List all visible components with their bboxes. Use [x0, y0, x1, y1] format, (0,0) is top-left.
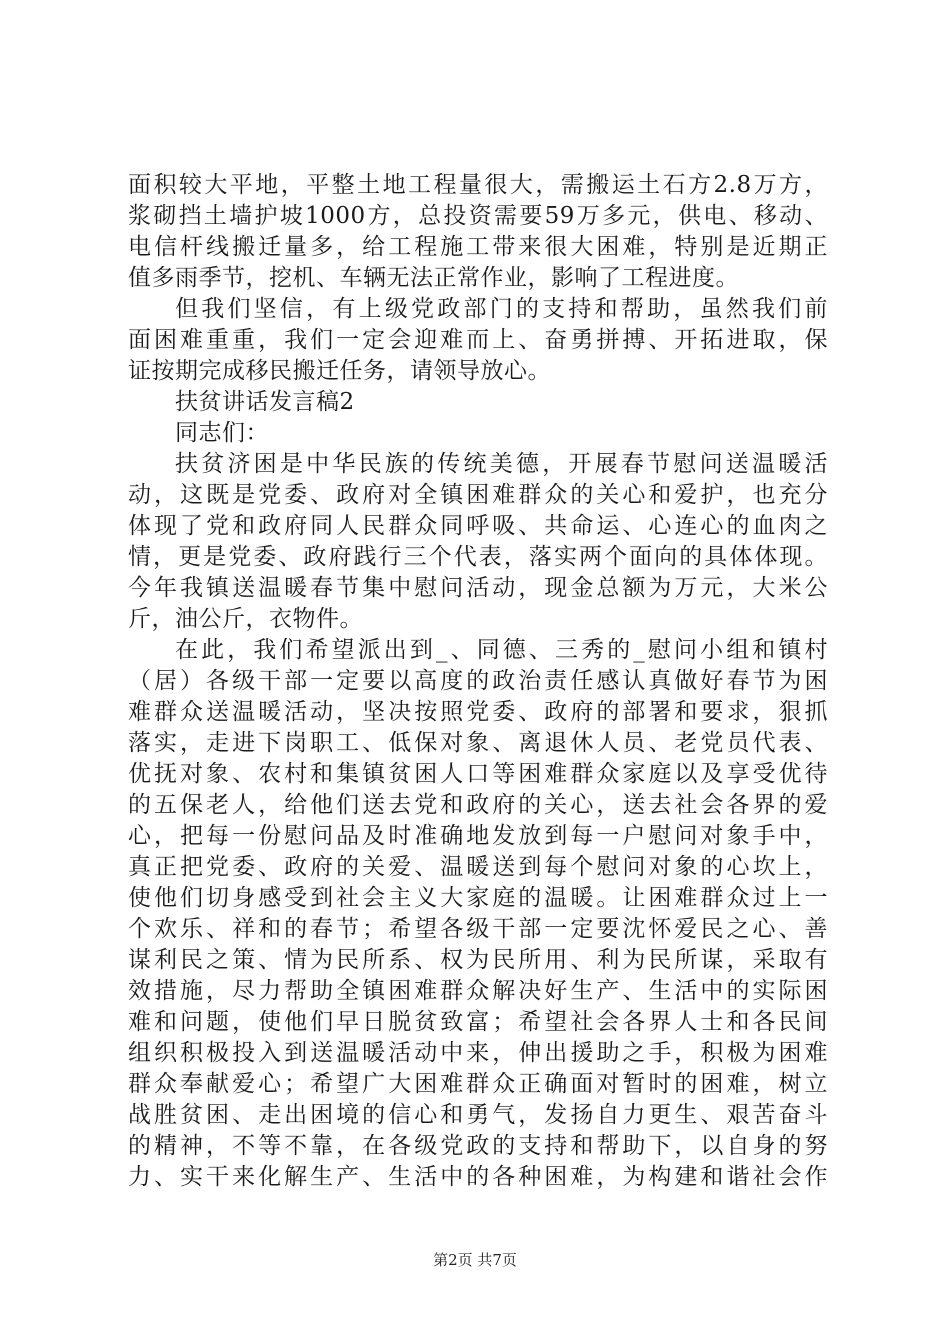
- body-text-line: 真正把党委、政府的关爱、温暖送到每个慰问对象的心坎上，: [128, 854, 828, 880]
- body-text-line: 情，更是党委、政府践行三个代表，落实两个面向的具体体现。: [128, 544, 828, 570]
- body-text-line: 今年我镇送温暖春节集中慰问活动，现金总额为万元，大米公: [128, 575, 828, 601]
- body-text-line: 优抚对象、农村和集镇贫困人口等困难群众家庭以及享受优待: [128, 761, 828, 787]
- body-text-line: 证按期完成移民搬迁任务，请领导放心。: [128, 358, 551, 384]
- body-text-line: 个欢乐、祥和的春节；希望各级干部一定要沈怀爱民之心、善: [128, 916, 828, 942]
- body-text-line: 心，把每一份慰问品及时准确地发放到每一户慰问对象手中，: [128, 823, 828, 849]
- body-text-line: 浆砌挡土墙护坡1000方，总投资需要59万多元，供电、移动、: [128, 203, 828, 229]
- document-body: [128, 170, 828, 1193]
- body-text-line: 电信杆线搬迁量多，给工程施工带来很大困难，特别是近期正: [128, 234, 828, 260]
- body-text-line: 难和问题，使他们早日脱贫致富；希望社会各界人士和各民间: [128, 1009, 828, 1035]
- body-text-line: 斤，油公斤，衣物件。: [128, 606, 363, 632]
- body-text-line: 使他们切身感受到社会主义大家庭的温暖。让困难群众过上一: [128, 885, 828, 911]
- body-text-line: 群众奉献爱心；希望广大困难群众正确面对暂时的困难，树立: [128, 1071, 828, 1097]
- body-text-line: 动，这既是党委、政府对全镇困难群众的关心和爱护，也充分: [128, 482, 828, 508]
- salutation: 同志们：: [175, 420, 269, 446]
- body-text-line: 面积较大平地，平整土地工程量很大，需搬运土石方2.8万方，: [128, 172, 828, 198]
- body-text-line: 面困难重重，我们一定会迎难而上、奋勇拼搏、开拓进取，保: [128, 327, 828, 353]
- body-text-line: 组织积极投入到送温暖活动中来，伸出援助之手，积极为困难: [128, 1040, 828, 1066]
- body-text-line: 在此，我们希望派出到_、同德、三秀的_慰问小组和镇村: [175, 637, 828, 663]
- body-text-line: 扶贫济困是中华民族的传统美德，开展春节慰问送温暖活: [175, 451, 828, 477]
- body-text-line: 难群众送温暖活动，坚决按照党委、政府的部署和要求，狠抓: [128, 699, 828, 725]
- body-text-line: 效措施，尽力帮助全镇困难群众解决好生产、生活中的实际困: [128, 978, 828, 1004]
- body-text-line: 的精神，不等不靠，在各级党政的支持和帮助下，以自身的努: [128, 1133, 828, 1159]
- page-number-footer: 第2页 共7页: [433, 1251, 517, 1269]
- body-text-line: （居）各级干部一定要以高度的政治责任感认真做好春节为困: [128, 668, 828, 694]
- section-heading: 扶贫讲话发言稿2: [175, 389, 355, 415]
- body-text-line: 落实，走进下岗职工、低保对象、离退休人员、老党员代表、: [128, 730, 828, 756]
- body-text-line: 战胜贫困、走出困境的信心和勇气，发扬自力更生、艰苦奋斗: [128, 1102, 828, 1128]
- body-text-line: 值多雨季节，挖机、车辆无法正常作业，影响了工程进度。: [128, 265, 739, 291]
- body-text-line: 力、实干来化解生产、生活中的各种困难，为构建和谐社会作: [128, 1164, 828, 1190]
- body-text-line: 体现了党和政府同人民群众同呼吸、共命运、心连心的血肉之: [128, 513, 828, 539]
- body-text-line: 谋利民之策、情为民所系、权为民所用、利为民所谋，采取有: [128, 947, 828, 973]
- body-text-line: 的五保老人，给他们送去党和政府的关心，送去社会各界的爱: [128, 792, 828, 818]
- body-text-line: 但我们坚信，有上级党政部门的支持和帮助，虽然我们前: [175, 296, 828, 322]
